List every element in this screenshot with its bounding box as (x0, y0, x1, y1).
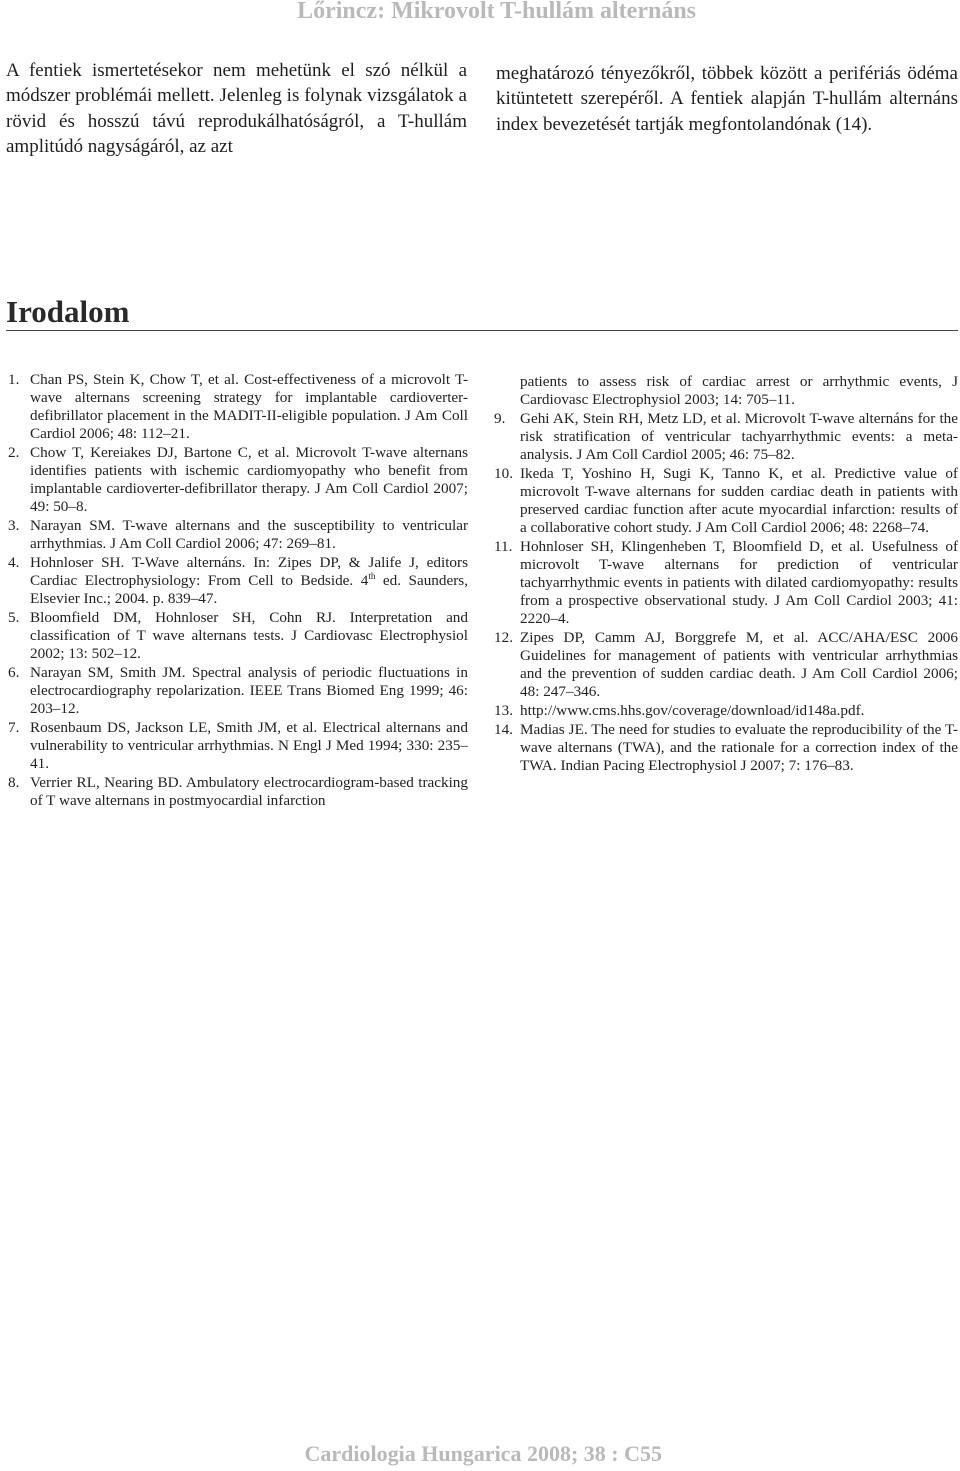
reference-number: 9. (494, 410, 506, 427)
reference-superscript: th (368, 570, 376, 581)
reference-item (8, 774, 468, 810)
reference-text: Gehi AK, Stein RH, Metz LD, et al. Microvolt T-wave alternáns for the risk stratification of ventricular tachyarrhythmic events: a meta-analysis. J Am Coll Cardiol 2005; 46: 75–82. (520, 410, 958, 463)
reference-number: 2. (8, 444, 20, 461)
reference-number: 14. (494, 721, 513, 738)
reference-text: Hohnloser SH, Klingenheben T, Bloomfield D, et al. Usefulness of microvolt T-wave alternans for prediction of ventricular tachyarrhythmic events in patients with dilated cardiomyopathy: results from a prospective observational study. J Am Coll Cardiol 2003; 41: 2220–4. (520, 538, 958, 627)
running-title: Lőrincz: Mikrovolt T-hullám alternáns (297, 0, 696, 24)
reference-number: 6. (8, 664, 20, 681)
reference-text: Hohnloser SH. T-Wave alternáns. In: Zipes DP, & Jalife J, editors Cardiac Electrophysiology: From Cell to Bedside. 4 (30, 554, 468, 589)
reference-text: Chow T, Kereiakes DJ, Bartone C, et al. Microvolt T-wave alternans identifies patients with ischemic cardiomyopathy who benefit from implantable cardioverter-defibrillator therapy. J Am Coll Cardiol 2007; 49: 50–8. (30, 444, 468, 515)
reference-item (8, 554, 468, 608)
reference-text: Verrier RL, Nearing BD. Ambulatory electrocardiogram-based tracking of T wave alternans in postmyocardial infarction (30, 774, 468, 809)
reference-number: 12. (494, 629, 513, 646)
references-list-left (8, 371, 468, 811)
reference-text: Rosenbaum DS, Jackson LE, Smith JM, et al. Electrical alternans and vulnerability to ventricular arrhythmias. N Engl J Med 1994; 330: 235–41. (30, 719, 468, 772)
reference-item (8, 517, 468, 553)
references-heading: Irodalom (6, 294, 130, 329)
reference-item (8, 664, 468, 718)
references-list-right (494, 373, 958, 776)
reference-item (494, 702, 958, 720)
reference-item (494, 465, 958, 537)
reference-continuation (498, 373, 958, 409)
running-header (0, 0, 960, 26)
body-paragraph-right: meghatározó tényezőkről, többek között a perifériás ödéma kitüntetett szerepéről. A fentiek alapján T-hullám alternáns index bevezetését tartják megfontolandónak (14). (496, 63, 958, 135)
reference-item (8, 371, 468, 443)
reference-text: Bloomfield DM, Hohnloser SH, Cohn RJ. Interpretation and classification of T wave alternans tests. J Cardiovasc Electrophysiol 2002; 13: 502–12. (30, 609, 468, 662)
reference-text: Zipes DP, Camm AJ, Borggrefe M, et al. ACC/AHA/ESC 2006 Guidelines for management of patients with ventricular arrhythmias and the prevention of sudden cardiac death. J Am Coll Cardiol 2006; 48: 247–346. (520, 629, 958, 700)
reference-number: 4. (8, 554, 20, 571)
reference-text: Madias JE. The need for studies to evaluate the reproducibility of the T-wave alternans (TWA), and the rationale for a correction index of the TWA. Indian Pacing Electrophysiol J 2007; 7: 176–83. (520, 721, 958, 774)
reference-text: Narayan SM. T-wave alternans and the susceptibility to ventricular arrhythmias. J Am Coll Cardiol 2006; 47: 269–81. (30, 517, 468, 552)
reference-text: Ikeda T, Yoshino H, Sugi K, Tanno K, et al. Predictive value of microvolt T-wave alternans for sudden cardiac death in patients with preserved cardiac function after acute myocardial infarction: results of a collaborative cohort study. J Am Coll Cardiol 2006; 48: 2268–74. (520, 465, 958, 536)
reference-text: Narayan SM, Smith JM. Spectral analysis of periodic fluctuations in electrocardiography repolarization. IEEE Trans Biomed Eng 1999; 46: 203–12. (30, 664, 468, 717)
journal-citation: Cardiologia Hungarica 2008; 38 : C55 (304, 1441, 662, 1466)
body-text-left-column (6, 58, 467, 159)
reference-number: 5. (8, 609, 20, 626)
reference-number: 10. (494, 465, 513, 482)
body-paragraph-left: A fentiek ismertetésekor nem mehetünk el szó nélkül a módszer problémái mellett. Jelenleg is folynak vizsgálatok a rövid és hosszú távú reprodukálhatóságról, a T-hullám amplitúdó nagyságáról, az azt (6, 60, 467, 157)
reference-number: 1. (8, 371, 20, 388)
reference-text: patients to assess risk of cardiac arrest or arrhythmic events, J Cardiovasc Electrophysiol 2003; 14: 705–11. (520, 373, 958, 408)
reference-number: 13. (494, 702, 513, 719)
reference-item (8, 609, 468, 663)
body-text-right-column (496, 61, 958, 137)
reference-number: 7. (8, 719, 20, 736)
reference-item (494, 721, 958, 775)
reference-text-cont: ed. Saunders, Elsevier Inc.; 2004. p. 839–47. (30, 572, 469, 607)
reference-item (8, 444, 468, 516)
references-divider (6, 330, 958, 331)
reference-link[interactable]: http://www.cms.hhs.gov/coverage/download/id148a.pdf. (520, 702, 865, 719)
reference-text: Chan PS, Stein K, Chow T, et al. Cost-effectiveness of a microvolt T-wave alternans screening strategy for implantable cardioverter-defibrillator placement in the MADIT-II-eligible population. J Am Coll Cardiol 2006; 48: 112–21. (30, 371, 468, 442)
reference-number: 8. (8, 774, 20, 791)
reference-number: 3. (8, 517, 20, 534)
reference-number: 11. (494, 538, 513, 555)
reference-item (494, 629, 958, 701)
reference-item (8, 719, 468, 773)
reference-item (494, 538, 958, 628)
reference-item (494, 410, 958, 464)
